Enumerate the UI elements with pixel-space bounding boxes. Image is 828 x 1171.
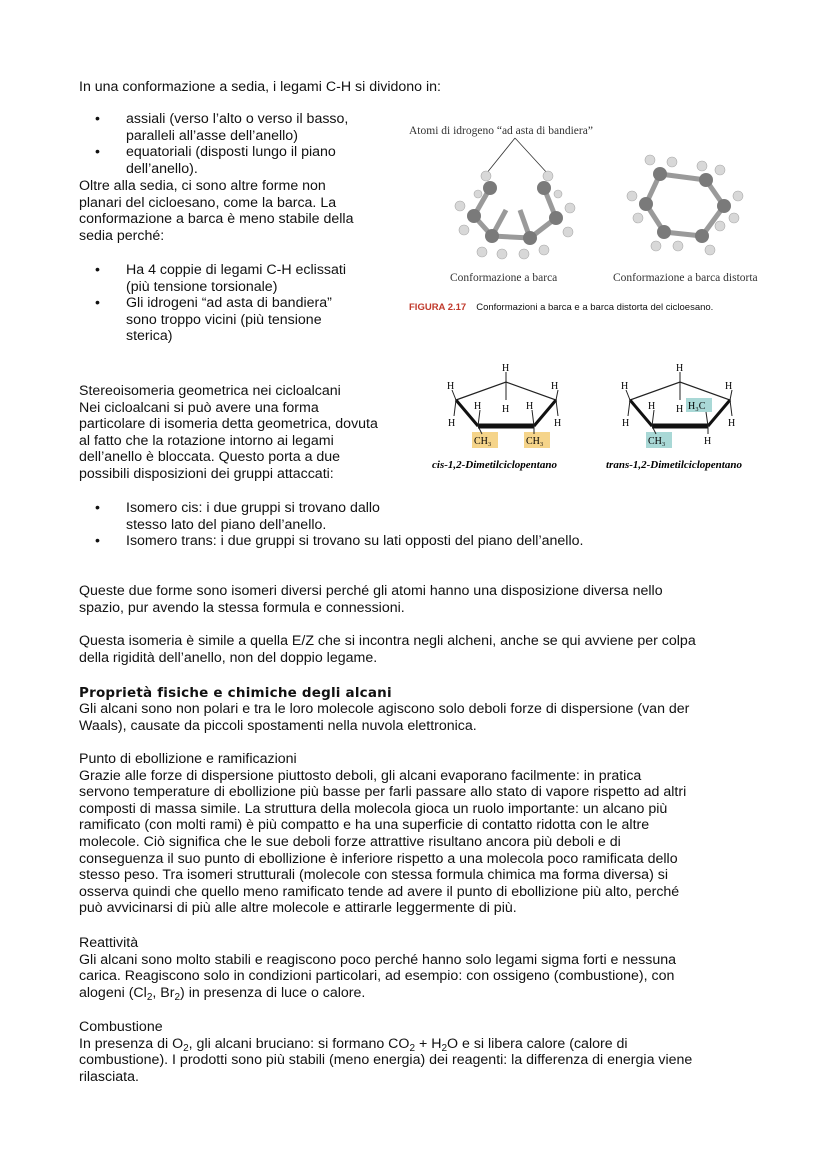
subsection-title: Punto di ebollizione e ramificazioni <box>79 751 297 767</box>
atom-label: H <box>551 381 559 392</box>
ez-paragraph: Questa isomeria è simile a quella E/Z che si incontra negli alcheni, anche se qui avviene per colpa della rigidità dell’anello, non del doppio legame. <box>79 633 696 666</box>
atom-label: CH₃ <box>648 436 666 447</box>
intro-line: In una conformazione a sedia, i legami C-H si dividono in: <box>79 79 441 95</box>
list-item: • Gli idrogeni “ad asta di bandiera” sono troppo vicini (più tensione sterica) <box>79 295 399 345</box>
section-title: Proprietà fisiche e chimiche degli alcani <box>79 685 392 701</box>
atom-label: H <box>502 404 510 415</box>
atom-label: H <box>621 381 629 392</box>
isomers-paragraph: Queste due forme sono isomeri diversi perché gli atomi hanno una disposizione diversa nello spazio, pur avendo la stessa formula e connessioni. <box>79 583 663 616</box>
atom-label: CH₃ <box>526 436 544 447</box>
list-item: • Isomero trans: i due gruppi si trovano su lati opposti del piano dell’anello. <box>79 533 779 550</box>
atom-label: H <box>704 436 712 447</box>
atom-label: H <box>676 363 684 374</box>
combustion-section: Combustione In presenza di $O_2$, gli alcani bruciano: si formano $CO_2 + H_2O$ e si libera calore (calore di combustione). I prodotti sono più stabili (meno energia) dei reagenti: la differenza di energia viene rilasciata. <box>79 1019 693 1085</box>
atom-label: H <box>502 363 510 374</box>
twist-boat-caption: Conformazione a barca distorta <box>613 272 758 284</box>
list-item: • Ha 4 coppie di legami C-H eclissati (più tensione torsionale) <box>79 262 399 295</box>
subsection-title: Combustione <box>79 1019 163 1035</box>
atom-label: CH₃ <box>474 436 492 447</box>
stereo-paragraph: Stereoisomeria geometrica nei cicloalcani Nei cicloalcani si può avere una forma particolare di isomeria detta geometrica, dovuta al fatto che la rotazione intorno ai legami dell’anello è bloccata. Questo porta a due possibili disposizioni dei gruppi attaccati: <box>79 383 378 482</box>
cis-caption: cis-1,2-Dimetilciclopentano <box>432 459 557 471</box>
figure-label: FIGURA 2.17 Conformazioni a barca e a barca distorta del cicloesano. <box>409 302 714 313</box>
atom-label: H <box>447 381 455 392</box>
boiling-point-section: Punto di ebollizione e ramificazioni Grazie alle forze di dispersione piuttosto deboli, gli alcani evaporano facilmente: in pratica servono temperature di ebollizione più basse per farli passare allo stato di vapore rispetto ad altri composti di massa simile. La struttura della molecola gioca un ruolo importante: un alcano più ramificato (con molti rami) è più compatto e ha una superficie di contatto ridotta con le altre molecole. Ciò significa che le sue deboli forze attrattive risultano ancora più deboli e di conseguenza il suo punto di ebollizione è inferiore rispetto a una molecola poco ramificata dello stesso peso. Tra isomeri strutturali (molecole con stessa formula chimica ma forma diversa) si osserva quindi che quello meno ramificato tende ad avere il punto di ebollizione più alto, perché può avvicinarsi di più alle altre molecole e attirarle leggermente di più. <box>79 751 687 917</box>
boat-molecule <box>474 188 556 238</box>
atom-label: H <box>728 418 736 429</box>
atom-label: H <box>622 418 630 429</box>
boat-paragraph: Oltre alla sedia, ci sono altre forme non planari del cicloesano, come la barca. La conformazione a barca è meno stabile della sedia perché: <box>79 178 354 244</box>
atom-label: H <box>648 401 656 412</box>
twist-boat-molecule <box>646 174 724 236</box>
alkanes-paragraph: Gli alcani sono non polari e tra le loro molecole agiscono solo deboli forze di dispersione (van der Waals), causate da piccoli spostamenti nella nuvola elettronica. <box>79 701 690 734</box>
flagpole-label: Atomi di idrogeno “ad asta di bandiera” <box>409 125 593 137</box>
atom-label: H₃C <box>688 401 706 412</box>
reactivity-section: Reattività Gli alcani sono molto stabili e reagiscono poco perché hanno solo legami sigma forti e nessuna carica. Reagiscono solo in condizioni particolari, ad esempio: con ossigeno (combustione), con alogeni ($Cl_2$, $Br_2$) in presenza di luce o calore. <box>79 935 677 1003</box>
atom-label: H <box>474 401 482 412</box>
subsection-title: Reattività <box>79 935 139 951</box>
boat-caption: Conformazione a barca <box>450 272 558 284</box>
list-item: • assiali (verso l’alto o verso il basso, paralleli all’asse dell’anello) <box>79 111 399 144</box>
atom-label: H <box>554 418 562 429</box>
atom-label: H <box>526 401 534 412</box>
boat-reasons-list <box>79 262 399 345</box>
cis-molecule <box>447 363 561 448</box>
boat-conformations-figure <box>420 134 810 269</box>
atom-label: H <box>448 418 456 429</box>
list-item: • equatoriali (disposti lungo il piano dell’anello). <box>79 144 399 177</box>
trans-caption: trans-1,2-Dimetilciclopentano <box>606 459 742 471</box>
trans-molecule <box>621 363 735 448</box>
atom-label: H <box>725 381 733 392</box>
axial-equatorial-list <box>79 111 399 177</box>
cis-trans-list <box>79 500 779 550</box>
atom-label: H <box>676 404 684 415</box>
cis-trans-figure <box>430 360 770 480</box>
list-item: • Isomero cis: i due gruppi si trovano dallo stesso lato del piano dell’anello. <box>79 500 779 533</box>
